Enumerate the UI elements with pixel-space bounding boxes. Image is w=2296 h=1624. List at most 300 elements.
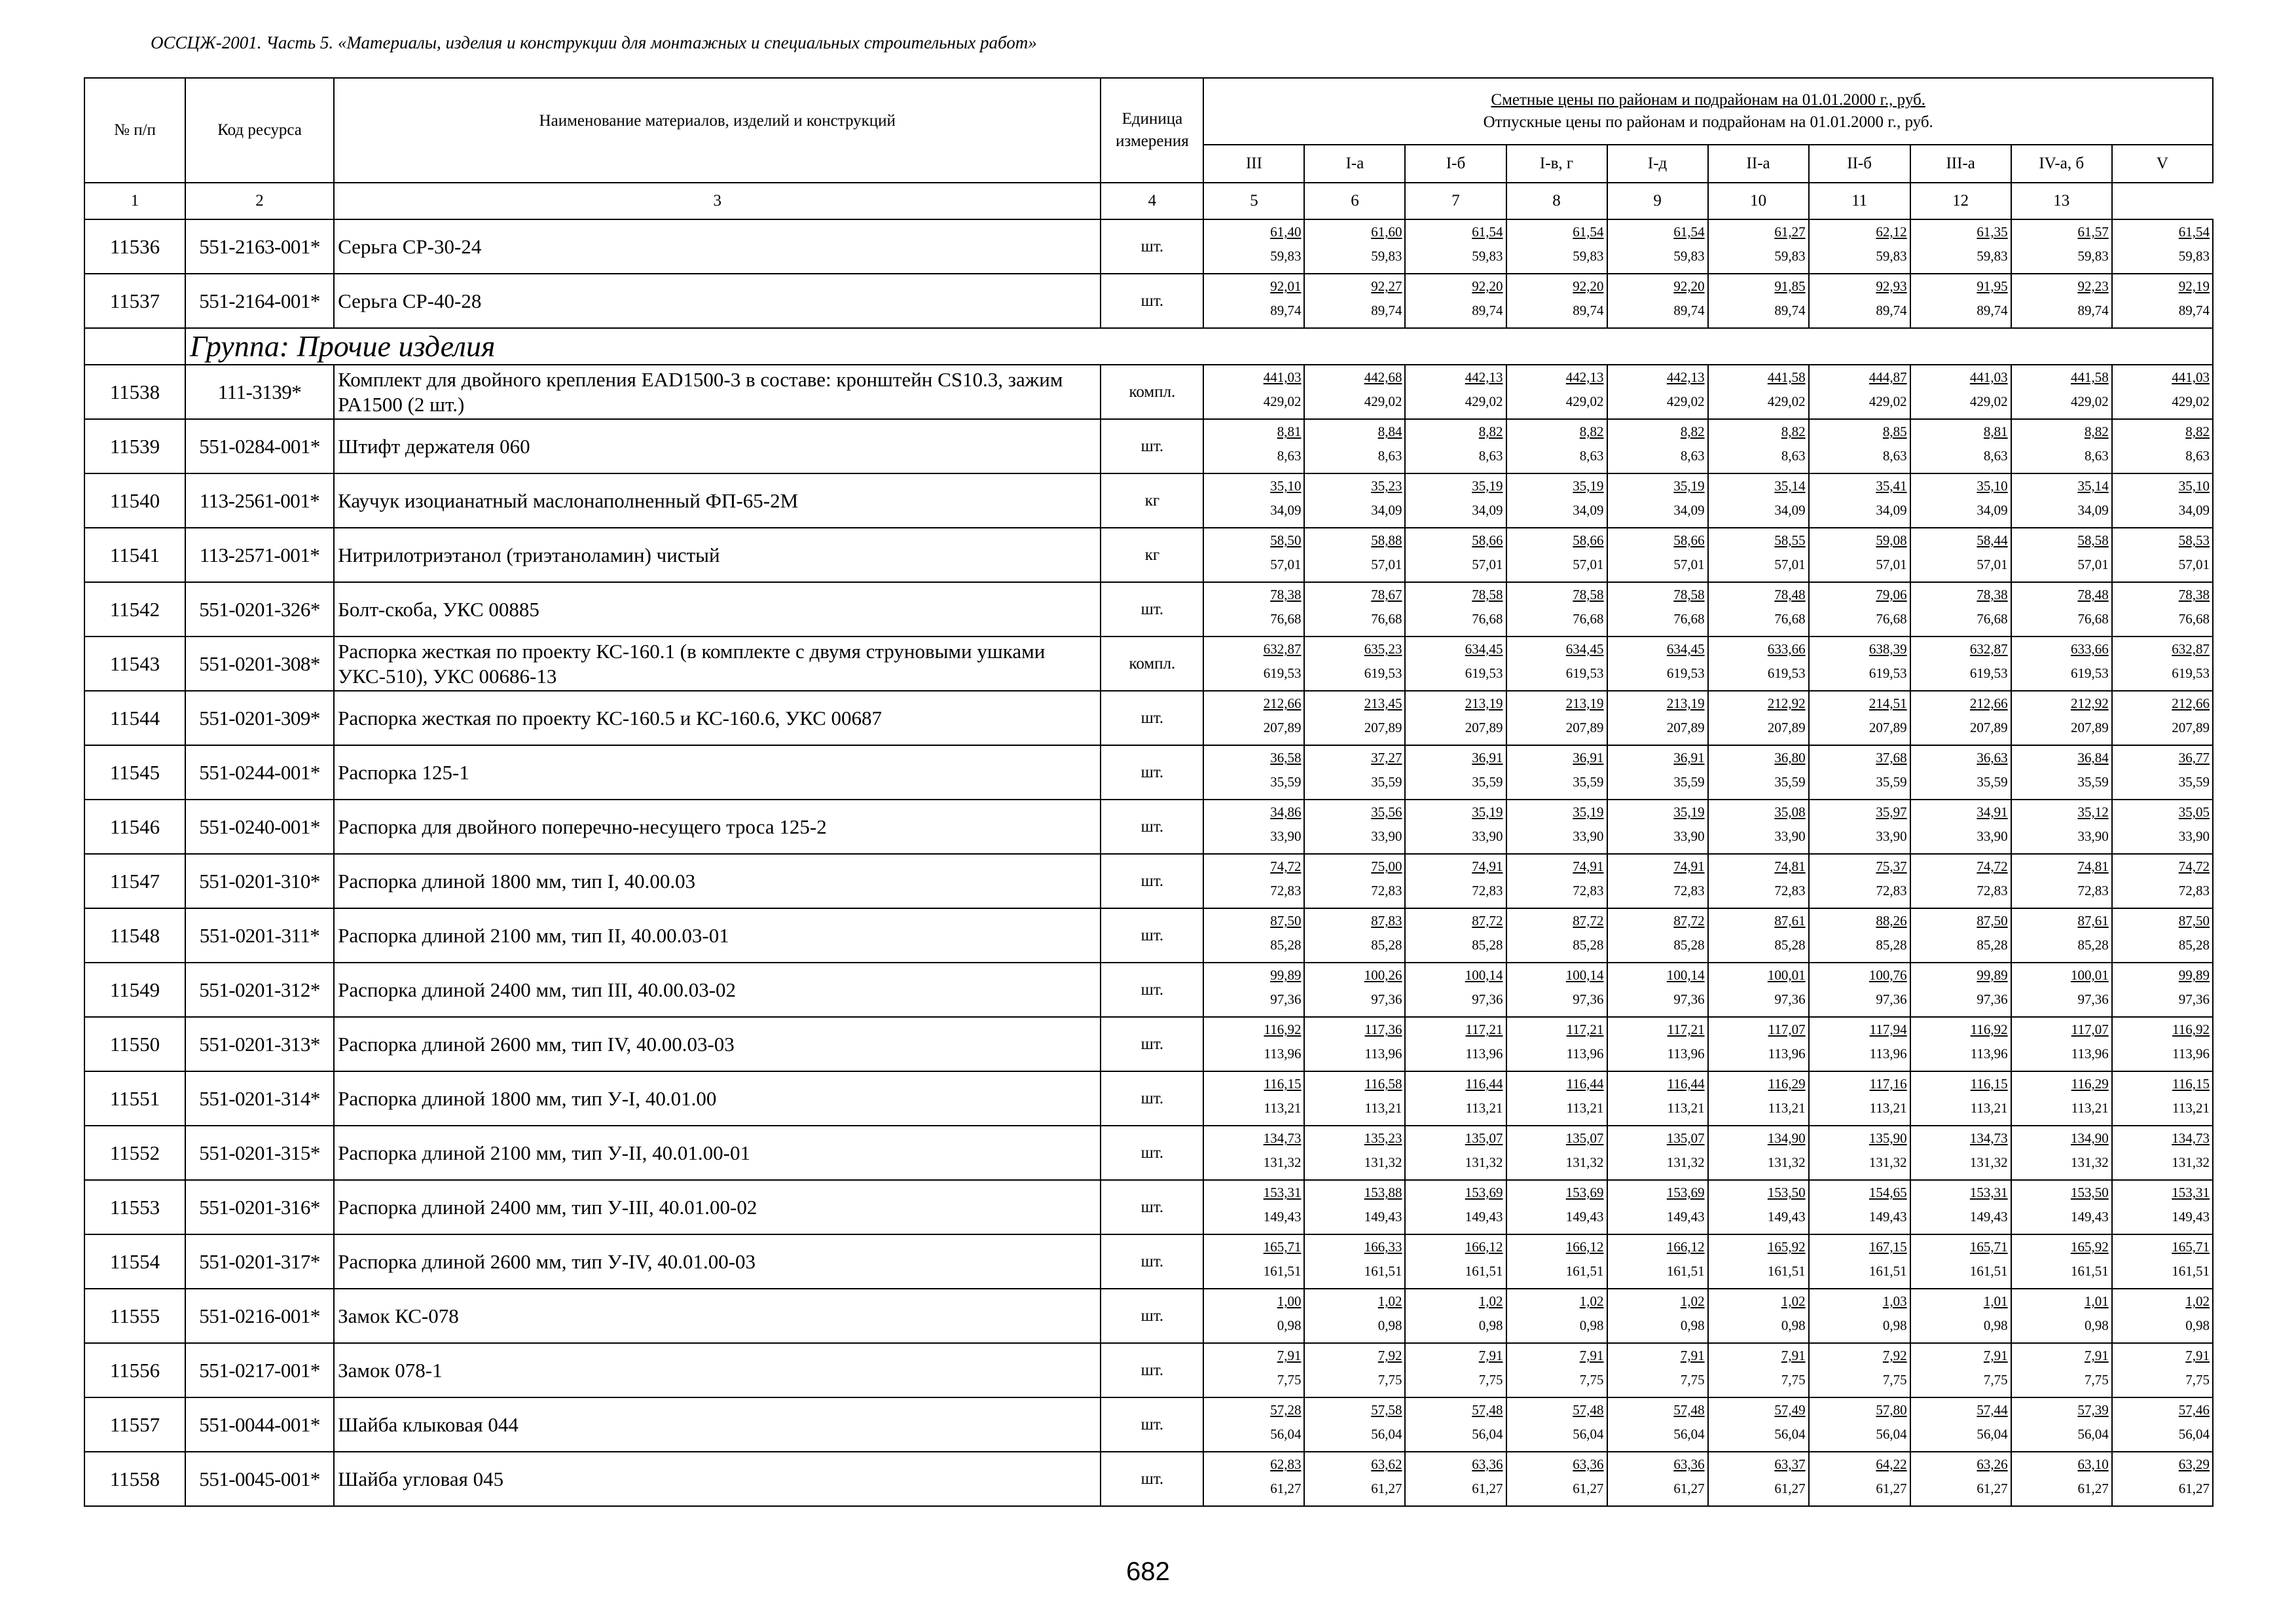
material-name: Распорка длиной 2600 мм, тип У-IV, 40.01.00-03 (334, 1234, 1101, 1289)
release-price: 207,89 (1263, 720, 1302, 735)
header-unit: Единица измерения (1101, 78, 1203, 183)
release-price: 85,28 (1573, 937, 1604, 953)
release-price: 57,01 (1774, 557, 1806, 572)
estimate-price-line (1406, 420, 1505, 441)
release-price: 33,90 (1774, 828, 1806, 844)
material-name: Распорка длиной 2600 мм, тип IV, 40.00.03-03 (334, 1017, 1101, 1071)
price-cell (1910, 1234, 2011, 1289)
release-price: 113,96 (1566, 1046, 1604, 1061)
release-price: 57,01 (1573, 557, 1604, 572)
price-cell (2011, 1397, 2112, 1452)
estimate-price: 35,05 (2178, 804, 2210, 820)
estimate-price-line (1810, 1181, 1910, 1202)
estimate-price: 92,01 (1270, 278, 1302, 294)
estimate-price-line (1911, 637, 2011, 658)
estimate-price: 442,13 (1565, 369, 1604, 385)
estimate-price: 634,45 (1565, 641, 1604, 657)
release-price: 57,01 (1472, 557, 1503, 572)
estimate-price-line (1810, 963, 1910, 984)
price-cell (1809, 800, 1910, 854)
estimate-price: 100,76 (1868, 967, 1907, 983)
estimate-price-line (1608, 800, 1707, 821)
release-price-caption: Отпускные цены по районам и подрайонам на 01.01.2000 г., руб. (1483, 113, 1933, 131)
estimate-price: 8,84 (1377, 424, 1402, 439)
release-price: 56,04 (1573, 1426, 1604, 1442)
estimate-price-line (1911, 1072, 2011, 1093)
estimate-price-line (1204, 1018, 1303, 1039)
release-price: 33,90 (1270, 828, 1302, 844)
price-cell (1607, 963, 1708, 1017)
estimate-price: 36,84 (2077, 750, 2109, 766)
estimate-price-line (1911, 583, 2011, 604)
price-cell (1607, 1071, 1708, 1126)
region-header: II-а (1708, 145, 1809, 183)
estimate-price-line (1406, 583, 1505, 604)
table-row (84, 365, 2213, 419)
release-price: 56,04 (2178, 1426, 2210, 1442)
release-price: 76,68 (2077, 611, 2109, 627)
material-name: Распорка длиной 2400 мм, тип III, 40.00.03-02 (334, 963, 1101, 1017)
estimate-price: 153,69 (1465, 1185, 1503, 1200)
release-price: 113,21 (1364, 1100, 1402, 1116)
release-price: 34,09 (2178, 502, 2210, 518)
estimate-price: 153,88 (1364, 1185, 1402, 1200)
column-number: 4 (1101, 183, 1203, 219)
estimate-price-line (1911, 1344, 2011, 1365)
price-cell (1809, 528, 1910, 582)
release-price: 57,01 (1371, 557, 1402, 572)
release-price: 113,96 (2071, 1046, 2109, 1061)
price-cell (1910, 1397, 2011, 1452)
estimate-price-line (1204, 1344, 1303, 1365)
estimate-price-line (1507, 220, 1607, 241)
price-cell (1405, 274, 1506, 328)
release-price: 89,74 (2178, 303, 2210, 318)
unit: шт. (1101, 582, 1203, 637)
release-price: 8,63 (1478, 448, 1503, 464)
release-price: 207,89 (1465, 720, 1503, 735)
estimate-price-line (1406, 528, 1505, 549)
price-cell (1910, 365, 2011, 419)
estimate-price: 92,27 (1371, 278, 1402, 294)
release-price: 56,04 (1371, 1426, 1402, 1442)
price-cell (1304, 1397, 1405, 1452)
estimate-price: 61,54 (1673, 224, 1705, 240)
estimate-price-line (1406, 474, 1505, 495)
estimate-price-line (2113, 1289, 2212, 1310)
price-cell (1203, 1180, 1304, 1234)
estimate-price: 1,02 (1781, 1293, 1806, 1309)
estimate-price-line (1406, 855, 1505, 876)
estimate-price-line (2113, 420, 2212, 441)
estimate-price-line (2012, 420, 2111, 441)
release-price: 89,74 (1673, 303, 1705, 318)
release-price: 34,09 (1673, 502, 1705, 518)
price-cell (2112, 528, 2213, 582)
price-cell (1506, 1343, 1607, 1397)
estimate-price: 7,91 (1579, 1348, 1604, 1363)
release-price: 8,63 (1680, 448, 1705, 464)
release-price: 76,68 (1977, 611, 2008, 627)
estimate-price: 74,72 (1977, 858, 2008, 874)
region-header: I-б (1405, 145, 1506, 183)
price-cell (1304, 800, 1405, 854)
estimate-price-line (1406, 1072, 1505, 1093)
release-price: 34,09 (1977, 502, 2008, 518)
release-price: 149,43 (1364, 1209, 1402, 1225)
estimate-price: 61,54 (1472, 224, 1503, 240)
price-cell (2011, 963, 2112, 1017)
estimate-price-line (1810, 637, 1910, 658)
resource-code: 551-0045-001* (185, 1452, 334, 1506)
estimate-price-line (2012, 637, 2111, 658)
release-price: 33,90 (1876, 828, 1907, 844)
estimate-price-line (1406, 746, 1505, 767)
price-cell (1405, 745, 1506, 800)
estimate-price: 1,03 (1882, 1293, 1907, 1309)
release-price: 131,32 (1868, 1154, 1907, 1170)
estimate-price-line (2113, 800, 2212, 821)
unit: компл. (1101, 365, 1203, 419)
release-price: 59,83 (1774, 248, 1806, 264)
release-price: 35,59 (1977, 774, 2008, 790)
estimate-price-line (1507, 474, 1607, 495)
release-price: 34,09 (1876, 502, 1907, 518)
estimate-price-line (1608, 637, 1707, 658)
release-price: 72,83 (1472, 883, 1503, 898)
estimate-price-line (1608, 1181, 1707, 1202)
release-price: 59,83 (1371, 248, 1402, 264)
table-row (84, 219, 2213, 274)
estimate-price: 99,89 (1977, 967, 2008, 983)
estimate-price-line (1608, 1072, 1707, 1093)
material-name: Замок КС-078 (334, 1289, 1101, 1343)
estimate-price: 134,73 (1969, 1130, 2008, 1146)
region-header: IV-а, б (2011, 145, 2112, 183)
estimate-price: 74,91 (1673, 858, 1705, 874)
estimate-price-line (1810, 420, 1910, 441)
release-price: 113,21 (1667, 1100, 1705, 1116)
estimate-price-line (1810, 1126, 1910, 1147)
estimate-price-line (1608, 1126, 1707, 1147)
estimate-price-line (2012, 220, 2111, 241)
price-cell (2112, 1343, 2213, 1397)
price-cell (1203, 365, 1304, 419)
table-row (84, 473, 2213, 528)
price-cell (1910, 219, 2011, 274)
estimate-price: 166,12 (1465, 1239, 1503, 1255)
price-cell (1809, 691, 1910, 745)
resource-code: 551-0201-311* (185, 908, 334, 963)
price-cell (1607, 745, 1708, 800)
estimate-price-line (1507, 1181, 1607, 1202)
release-price: 56,04 (1774, 1426, 1806, 1442)
estimate-price-line (1305, 855, 1404, 876)
release-price: 33,90 (1673, 828, 1705, 844)
estimate-price: 57,28 (1270, 1402, 1302, 1418)
estimate-price-line (1709, 1452, 1808, 1473)
price-cell (1304, 1289, 1405, 1343)
release-price: 59,83 (1977, 248, 2008, 264)
table-row (84, 637, 2213, 691)
estimate-price: 78,38 (2178, 587, 2210, 602)
estimate-price-line (1709, 909, 1808, 930)
price-cell (1506, 274, 1607, 328)
release-price: 619,53 (1364, 665, 1402, 681)
estimate-price-line (1709, 1018, 1808, 1039)
price-table (84, 77, 2214, 1507)
group-row-blank (84, 328, 185, 365)
estimate-price-line (1911, 1181, 2011, 1202)
resource-code: 551-0044-001* (185, 1397, 334, 1452)
estimate-price: 7,91 (2185, 1348, 2210, 1363)
price-cell (1708, 1452, 1809, 1506)
release-price: 76,68 (1371, 611, 1402, 627)
estimate-price: 58,58 (2077, 532, 2109, 548)
estimate-price-line (1709, 800, 1808, 821)
price-cell (2112, 1289, 2213, 1343)
release-price: 131,32 (2172, 1154, 2210, 1170)
resource-code: 551-0201-317* (185, 1234, 334, 1289)
estimate-price-line (1810, 692, 1910, 712)
price-cell (1607, 1234, 1708, 1289)
estimate-price-line (1204, 746, 1303, 767)
estimate-price: 442,13 (1666, 369, 1705, 385)
estimate-price-line (1810, 528, 1910, 549)
estimate-price-line (2012, 1344, 2111, 1365)
release-price: 85,28 (1472, 937, 1503, 953)
estimate-price-line (1204, 583, 1303, 604)
release-price: 113,96 (1364, 1046, 1402, 1061)
release-price: 161,51 (1465, 1263, 1503, 1279)
region-header: I-в, г (1506, 145, 1607, 183)
material-name: Серьга СР-30-24 (334, 219, 1101, 274)
price-cell (1708, 691, 1809, 745)
release-price: 57,01 (2178, 557, 2210, 572)
unit: шт. (1101, 219, 1203, 274)
release-price: 0,98 (1377, 1318, 1402, 1333)
estimate-price: 79,06 (1876, 587, 1907, 602)
price-cell (1405, 1017, 1506, 1071)
resource-code: 551-0216-001* (185, 1289, 334, 1343)
price-cell (1304, 1126, 1405, 1180)
release-price: 85,28 (1371, 937, 1402, 953)
estimate-price-line (1709, 1235, 1808, 1256)
price-cell (1405, 365, 1506, 419)
release-price: 85,28 (1774, 937, 1806, 953)
estimate-price: 212,66 (1969, 695, 2008, 711)
estimate-price-line (1204, 1181, 1303, 1202)
unit: компл. (1101, 637, 1203, 691)
release-price: 113,96 (1970, 1046, 2008, 1061)
material-name: Распорка длиной 2100 мм, тип У-II, 40.01.00-01 (334, 1126, 1101, 1180)
estimate-price-line (1810, 800, 1910, 821)
release-price: 34,09 (1371, 502, 1402, 518)
price-cell (1506, 1234, 1607, 1289)
estimate-price: 87,61 (1774, 913, 1806, 929)
estimate-price: 87,72 (1673, 913, 1705, 929)
estimate-price: 116,44 (1566, 1076, 1604, 1092)
price-cell (1910, 1452, 2011, 1506)
estimate-price: 63,36 (1472, 1456, 1503, 1472)
release-price: 0,98 (1478, 1318, 1503, 1333)
release-price: 76,68 (1774, 611, 1806, 627)
resource-code: 551-0217-001* (185, 1343, 334, 1397)
release-price: 34,09 (1774, 502, 1806, 518)
price-cell (1506, 800, 1607, 854)
price-cell (1304, 419, 1405, 473)
price-cell (1607, 1017, 1708, 1071)
unit: шт. (1101, 1017, 1203, 1071)
price-cell (1506, 1452, 1607, 1506)
row-number: 11555 (84, 1289, 185, 1343)
price-cell (1304, 691, 1405, 745)
release-price: 7,75 (1983, 1372, 2008, 1388)
release-price: 34,09 (1472, 502, 1503, 518)
price-cell (1809, 1397, 1910, 1452)
estimate-price-line (1305, 1072, 1404, 1093)
column-number: 5 (1203, 183, 1304, 219)
price-cell (1708, 419, 1809, 473)
estimate-price: 58,44 (1977, 532, 2008, 548)
estimate-price: 34,86 (1270, 804, 1302, 820)
column-number: 12 (1910, 183, 2011, 219)
price-cell (1506, 1289, 1607, 1343)
release-price: 113,96 (1768, 1046, 1806, 1061)
estimate-price-line (2012, 1181, 2111, 1202)
release-price: 85,28 (1673, 937, 1705, 953)
estimate-price-line (1507, 1072, 1607, 1093)
release-price: 161,51 (1263, 1263, 1302, 1279)
price-cell (1304, 1343, 1405, 1397)
estimate-price: 441,58 (2070, 369, 2109, 385)
price-cell (1809, 1017, 1910, 1071)
price-cell (1203, 1289, 1304, 1343)
estimate-price: 8,82 (1680, 424, 1705, 439)
estimate-price-line (1305, 963, 1404, 984)
release-price: 35,59 (2178, 774, 2210, 790)
release-price: 161,51 (1364, 1263, 1402, 1279)
release-price: 113,21 (2172, 1100, 2210, 1116)
estimate-price-line (1305, 746, 1404, 767)
estimate-price-line (1911, 1289, 2011, 1310)
estimate-price-line (2113, 1398, 2212, 1419)
estimate-price-line (1608, 746, 1707, 767)
release-price: 85,28 (2077, 937, 2109, 953)
release-price: 35,59 (1876, 774, 1907, 790)
estimate-price: 441,03 (1263, 369, 1302, 385)
estimate-price: 35,19 (1673, 478, 1705, 494)
estimate-price: 37,68 (1876, 750, 1907, 766)
estimate-price-line (1709, 1398, 1808, 1419)
table-row (84, 419, 2213, 473)
price-cell (2011, 1126, 2112, 1180)
release-price: 429,02 (2172, 394, 2210, 409)
estimate-price-line (1204, 474, 1303, 495)
estimate-price: 632,87 (1263, 641, 1302, 657)
price-cell (1304, 908, 1405, 963)
estimate-price-line (1709, 420, 1808, 441)
release-price: 149,43 (1767, 1209, 1806, 1225)
price-cell (1203, 1397, 1304, 1452)
price-cell (1203, 528, 1304, 582)
estimate-price-line (2113, 1126, 2212, 1147)
estimate-price-line (1204, 1289, 1303, 1310)
unit: кг (1101, 528, 1203, 582)
estimate-price-line (1305, 1181, 1404, 1202)
estimate-price-line (1305, 1452, 1404, 1473)
estimate-price: 212,92 (1767, 695, 1806, 711)
estimate-price-line (1305, 637, 1404, 658)
estimate-price-caption: Сметные цены по районам и подрайонам на 01.01.2000 г., руб. (1491, 91, 1925, 109)
estimate-price-line (2012, 1235, 2111, 1256)
estimate-price-line (1406, 1452, 1505, 1473)
estimate-price-line (1305, 365, 1404, 386)
table-row (84, 691, 2213, 745)
row-number: 11537 (84, 274, 185, 328)
estimate-price-line (1305, 1018, 1404, 1039)
release-price: 131,32 (1767, 1154, 1806, 1170)
price-cell (1809, 219, 1910, 274)
estimate-price: 78,58 (1573, 587, 1604, 602)
estimate-price-line (1911, 528, 2011, 549)
estimate-price-line (1709, 963, 1808, 984)
price-cell (1607, 800, 1708, 854)
price-cell (1607, 1289, 1708, 1343)
estimate-price-line (1507, 274, 1607, 295)
resource-code: 551-0201-316* (185, 1180, 334, 1234)
price-cell (1304, 365, 1405, 419)
estimate-price-line (1406, 1398, 1505, 1419)
price-cell (2112, 419, 2213, 473)
row-number: 11542 (84, 582, 185, 637)
estimate-price: 87,50 (1270, 913, 1302, 929)
estimate-price: 57,58 (1371, 1402, 1402, 1418)
region-header: I-а (1304, 145, 1405, 183)
estimate-price: 117,36 (1364, 1022, 1402, 1037)
release-price: 113,96 (2172, 1046, 2210, 1061)
estimate-price-line (1507, 963, 1607, 984)
price-cell (1607, 1126, 1708, 1180)
estimate-price-line (1305, 220, 1404, 241)
price-cell (1506, 908, 1607, 963)
price-cell (1809, 1343, 1910, 1397)
price-cell (2011, 528, 2112, 582)
estimate-price: 63,29 (2178, 1456, 2210, 1472)
estimate-price: 61,57 (2077, 224, 2109, 240)
estimate-price: 100,14 (1666, 967, 1705, 983)
release-price: 72,83 (1270, 883, 1302, 898)
estimate-price-line (1406, 1126, 1505, 1147)
estimate-price-line (1709, 1181, 1808, 1202)
release-price: 7,75 (1277, 1372, 1302, 1388)
price-cell (1910, 1126, 2011, 1180)
estimate-price: 36,77 (2178, 750, 2210, 766)
estimate-price-line (1810, 909, 1910, 930)
estimate-price-line (2012, 583, 2111, 604)
estimate-price: 35,56 (1371, 804, 1402, 820)
release-price: 97,36 (1371, 991, 1402, 1007)
price-cell (1708, 219, 1809, 274)
price-cell (1607, 365, 1708, 419)
estimate-price: 99,89 (1270, 967, 1302, 983)
price-cell (1607, 637, 1708, 691)
estimate-price: 116,44 (1465, 1076, 1503, 1092)
price-cell (1607, 908, 1708, 963)
release-price: 0,98 (1983, 1318, 2008, 1333)
release-price: 85,28 (2178, 937, 2210, 953)
release-price: 149,43 (1868, 1209, 1907, 1225)
